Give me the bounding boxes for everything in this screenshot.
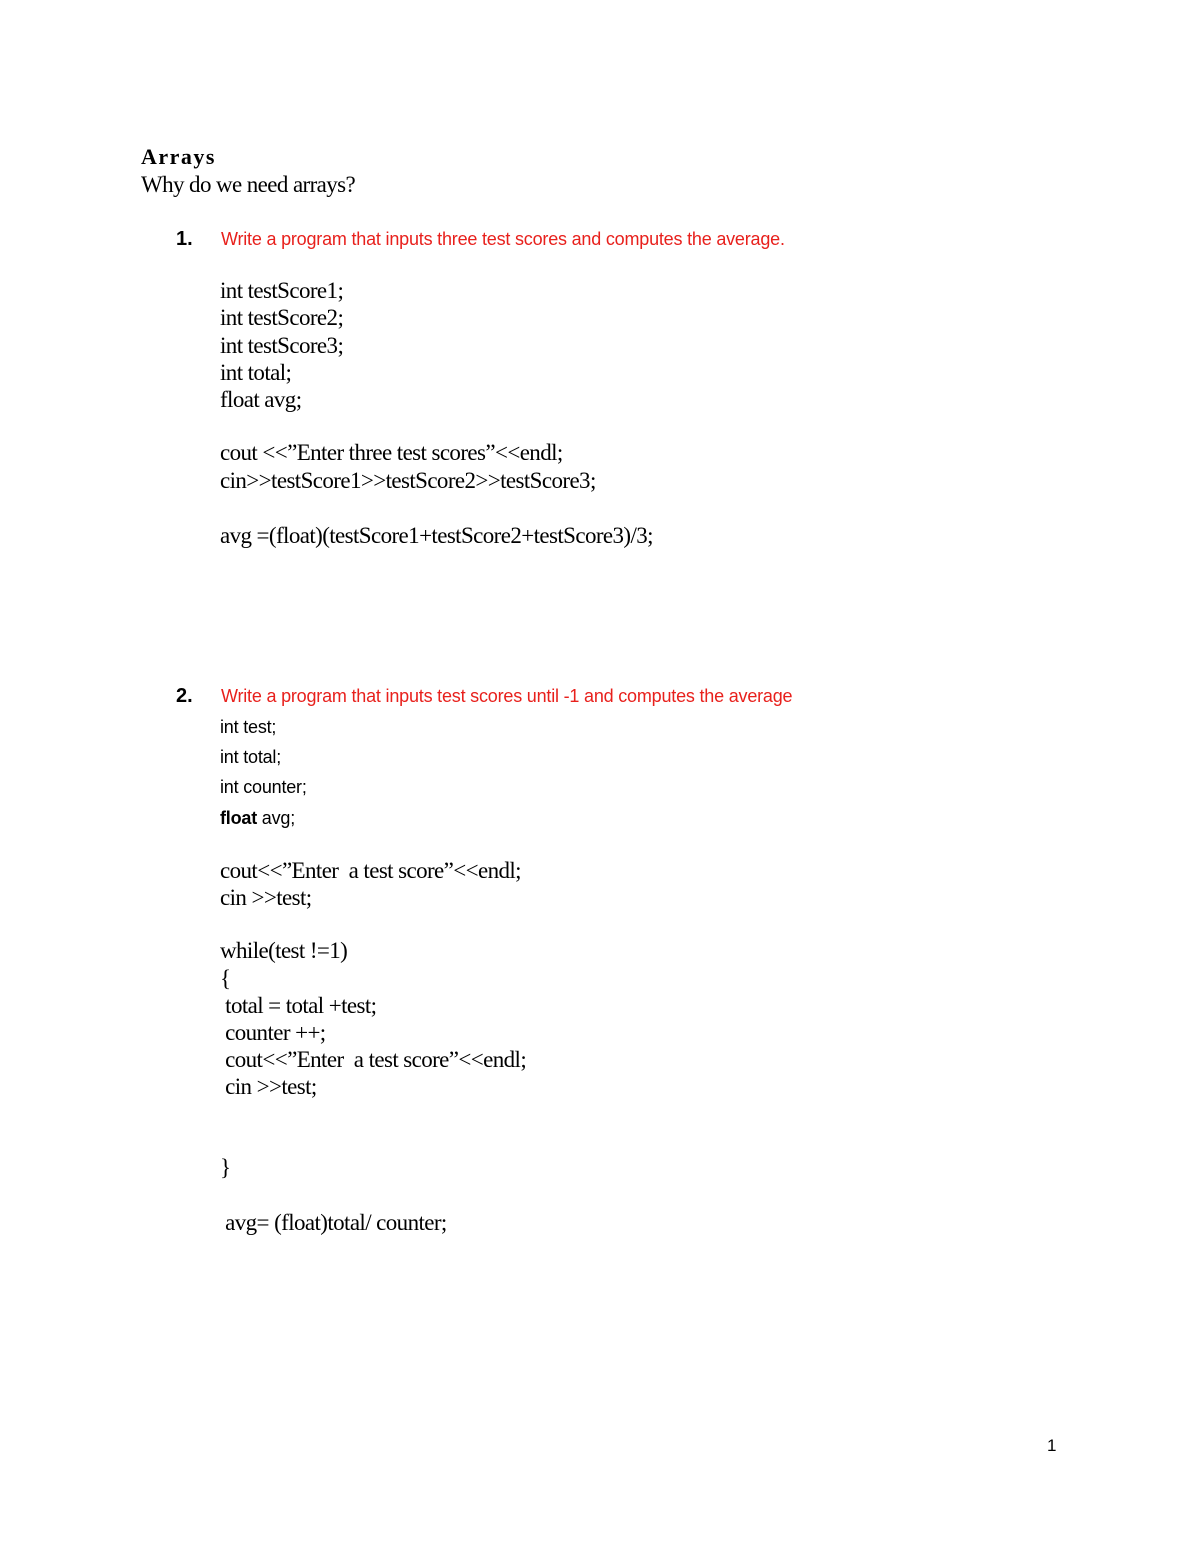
code-line-float-avg [220, 809, 295, 827]
code-line: } [220, 1155, 231, 1180]
code-line: cin >>test; [220, 1074, 317, 1099]
code-line: cin >>test; [220, 885, 312, 910]
section-2-task: Write a program that inputs test scores until -1 and computes the average [221, 686, 793, 706]
code-line: int testScore2; [220, 305, 344, 330]
code-line: int testScore3; [220, 333, 344, 358]
code-line: int counter; [220, 777, 307, 797]
section-1-task: Write a program that inputs three test scores and computes the average. [221, 229, 785, 249]
code-line: cout<<”Enter a test score”<<endl; [220, 858, 521, 883]
code-line: { [220, 966, 231, 991]
code-line: int test; [220, 717, 277, 737]
section-2-number: 2. [176, 685, 193, 707]
code-line: avg =(float)(testScore1+testScore2+testScore3)/3; [220, 523, 653, 548]
code-line: while(test !=1) [220, 938, 348, 963]
float-decl-rest: avg; [257, 808, 296, 828]
code-line: cin>>testScore1>>testScore2>>testScore3; [220, 468, 596, 493]
code-line: int testScore1; [220, 278, 344, 303]
code-line: int total; [220, 360, 292, 385]
section-1-number: 1. [176, 228, 193, 250]
page-number: 1 [1047, 1436, 1057, 1455]
code-line: avg= (float)total/ counter; [220, 1210, 447, 1235]
code-line: cout<<”Enter a test score”<<endl; [220, 1047, 527, 1072]
document-subtitle: Why do we need arrays? [141, 172, 356, 197]
code-line: cout <<”Enter three test scores”<<endl; [220, 440, 563, 465]
code-line: int total; [220, 747, 282, 767]
code-line: float avg; [220, 387, 302, 412]
float-keyword: float [220, 808, 257, 828]
code-line: total = total +test; [220, 993, 377, 1018]
document-title: Arrays [141, 144, 216, 169]
code-line: counter ++; [220, 1020, 326, 1045]
